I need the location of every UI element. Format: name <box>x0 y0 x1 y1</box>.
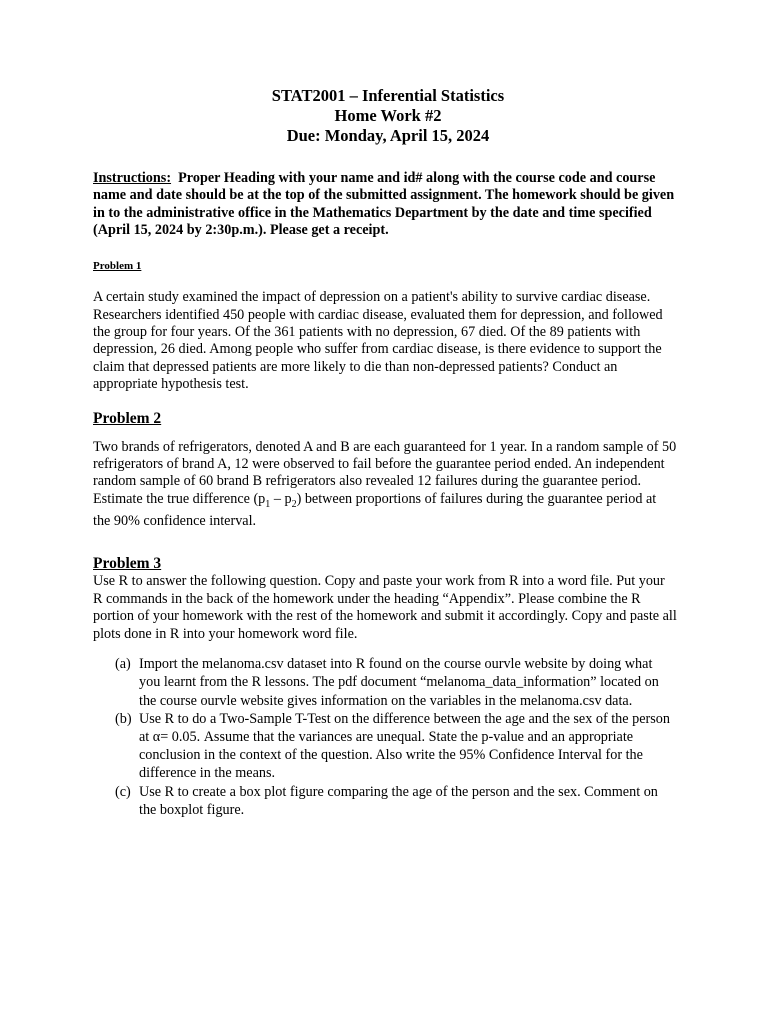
list-item <box>115 783 677 819</box>
instructions-block <box>93 170 677 239</box>
homework-title: Home Work #2 <box>334 106 442 125</box>
document-header <box>99 86 677 146</box>
list-item <box>115 655 677 710</box>
problem-1-heading: Problem 1 <box>93 260 142 273</box>
list-item <box>115 710 677 783</box>
item-text: Use R to do a Two-Sample T-Test on the difference between the age and the sex of the person at α= 0.05. Assume that the variances are unequal. State the p-value and an appropriate conclusion in the context of the question. Also write the 95% Confidence Interval for the difference in the means. <box>139 710 670 782</box>
course-title: STAT2001 – Inferential Statistics <box>271 86 505 105</box>
homework-page <box>93 86 677 835</box>
item-text: Use R to create a box plot figure comparing the age of the person and the sex. Comment on the boxplot figure. <box>139 783 658 818</box>
problem-2-dash: – p <box>270 490 292 507</box>
problem-1-text: A certain study examined the impact of depression on a patient's ability to survive cardiac disease. Researchers identified 450 people with cardiac disease, evaluated them for depression, and followed the group for four years. Of the 361 patients with no depression, 67 died. Of the 89 patients with depression, 26 died. Among people who suffer from cardiac disease, is there evidence to support the claim that depressed patients are more likely to die than non-depressed patients? Conduct an appropriate hypothesis test. <box>93 289 663 393</box>
problem-2-text <box>93 439 677 531</box>
item-text: Import the melanoma.csv dataset into R found on the course ourvle website by doing what you learnt from the R lessons. The pdf document “melanoma_data_information” located on the course ourvle website gives information on the variables in the melanoma.csv data. <box>139 656 659 709</box>
instructions-label: Instructions: <box>93 170 172 186</box>
item-marker: (c) <box>115 783 131 800</box>
problem-3-heading: Problem 3 <box>93 555 162 573</box>
problem-3-items <box>115 655 677 819</box>
instructions-text: Proper Heading with your name and id# along with the course code and course name and date should be at the top of the submitted assignment. The homework should be given in to the administrative office in the Mathematics Department by the date and time specified (April 15, 2024 by 2:30p.m.). Please get a receipt. <box>93 170 675 238</box>
item-marker: (a) <box>115 656 131 673</box>
subscript-2: 2 <box>291 498 297 510</box>
problem-2-text-end: ) between proportions of failures during the guarantee period at the 90% confidence interval. <box>93 490 657 530</box>
problem-2-text-start: Two brands of refrigerators, denoted A and B are each guaranteed for 1 year. In a random sample of 50 refrigerators of brand A, 12 were observed to fail before the guarantee period ended. An independent random sample of 60 brand B refrigerators also revealed 12 failures during the guarantee period. Estimate the true difference (p <box>93 438 677 507</box>
item-marker: (b) <box>115 710 132 727</box>
problem-2-heading: Problem 2 <box>93 409 162 427</box>
problem-3-text: Use R to answer the following question. Copy and paste your work from R into a word file. Put your R commands in the back of the homework under the heading “Appendix”. Please combine the R portion of your homework with the rest of the homework and submit it accordingly. Copy and paste all plots done in R into your homework word file. <box>93 573 677 642</box>
subscript-1: 1 <box>265 498 271 510</box>
due-date: Due: Monday, April 15, 2024 <box>286 126 490 145</box>
